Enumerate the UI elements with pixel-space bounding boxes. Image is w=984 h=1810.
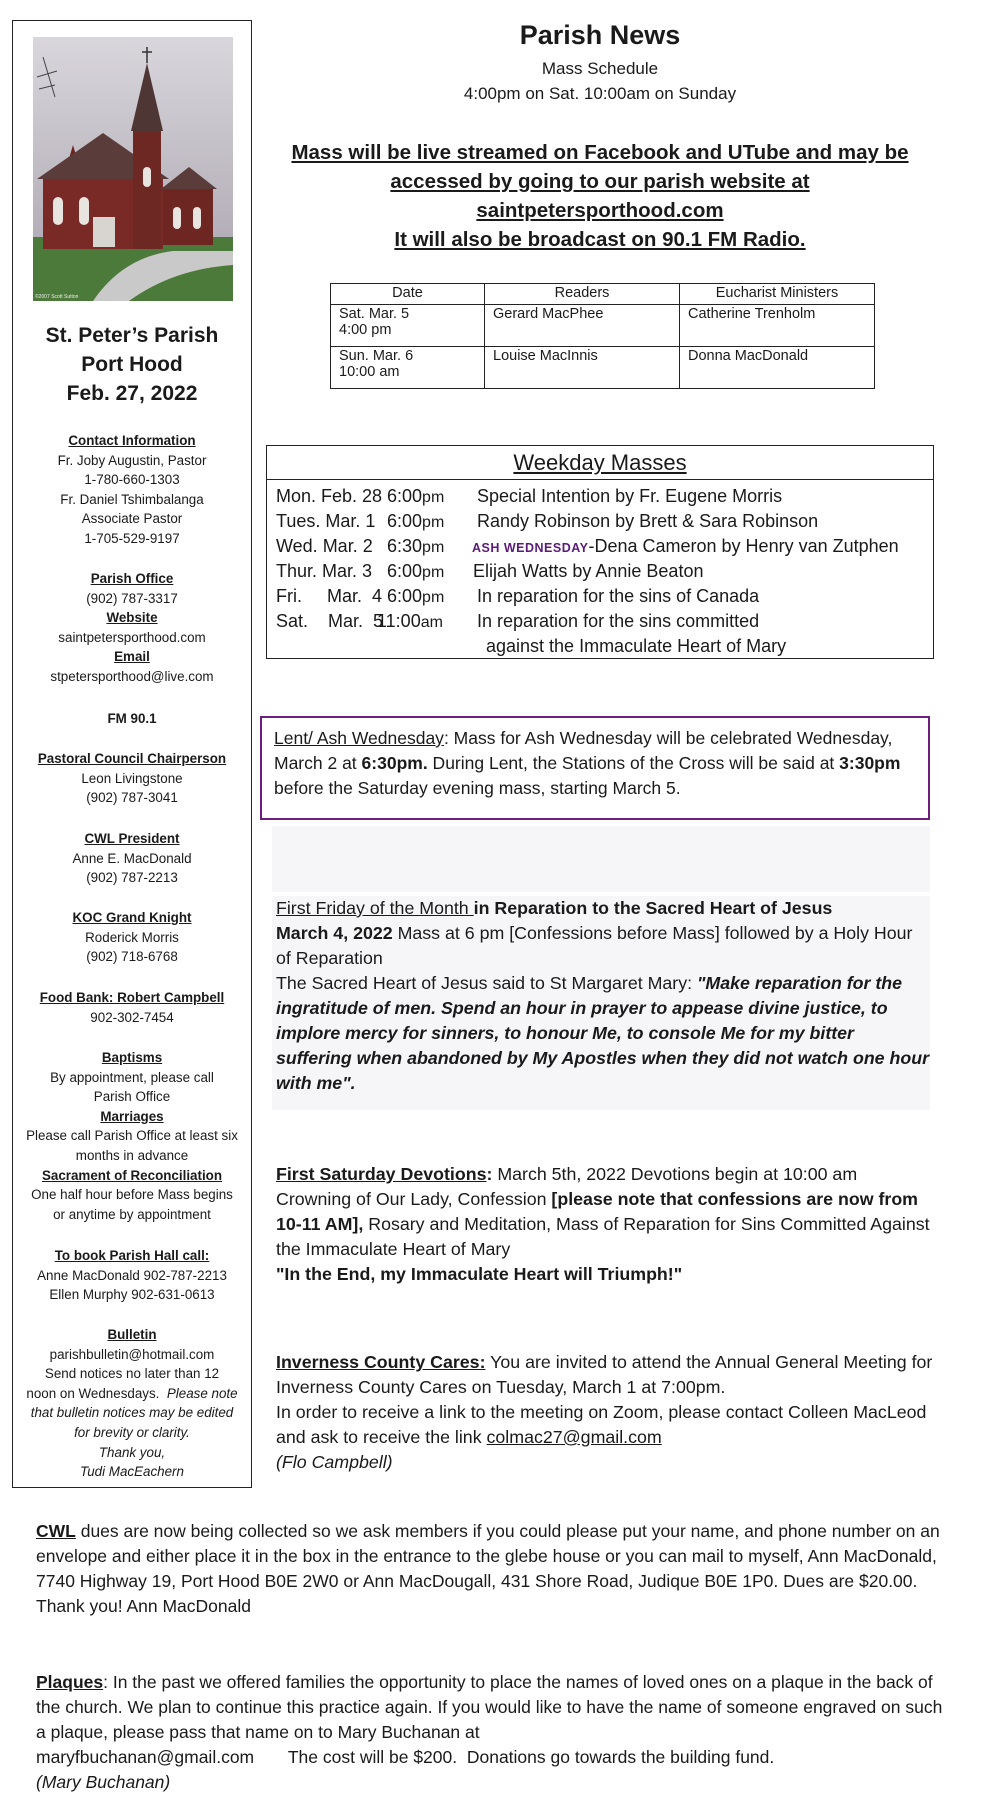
weekday-row: Wed. Mar. 2 6:30pm ASH WEDNESDAY-Dena Cameron by Henry van Zutphen bbox=[276, 536, 899, 556]
bulletin-note: that bulletin notices may be edited bbox=[30, 1405, 234, 1421]
contact-line: 1-705-529-9197 bbox=[84, 530, 180, 546]
marriages-line: Please call Parish Office at least six bbox=[26, 1128, 238, 1144]
weekday-row: Mon. Feb. 28 6:00pm Special Intention by Fr. Eugene Morris bbox=[276, 486, 783, 506]
bulletin-info bbox=[13, 1325, 251, 1482]
plaques-notice: Plaques: In the past we offered families the opportunity to place the names of loved ones on a plaque in the back of the church. We plan to continue this practice again. If you would like to have the name of someone engraved on such a plaque, please pass that name on to Mary Buchanan at maryfbuchanan@gmail.com The cost will be $200. Donations go towards the building fund. (Mary Buchanan) bbox=[36, 1672, 943, 1792]
bulletin-note: Please note bbox=[166, 1385, 238, 1401]
stream-line: It will also be broadcast on 90.1 FM Radio. bbox=[394, 228, 806, 251]
council-line: Leon Livingstone bbox=[81, 770, 183, 786]
cwl-dues-notice: CWL dues are now being collected so we ask members if you could please put your name, and phone number on an envelope and either place it in the box in the entrance to the glebe house or you can mail to myself, Ann MacDonald, 7740 Highway 19, Port Hood B0E 2W0 or Ann MacDougall, 431 Shore Road, Judique B0E 1P0. Dues are $20.00. Thank you! Ann MacDonald bbox=[36, 1521, 940, 1616]
cwl-heading: CWL President bbox=[84, 831, 180, 846]
baptisms-line: By appointment, please call bbox=[50, 1069, 214, 1085]
contact-line: Associate Pastor bbox=[81, 511, 183, 527]
table-row bbox=[331, 305, 875, 347]
marriages-line: months in advance bbox=[75, 1147, 189, 1163]
reconciliation-line: or anytime by appointment bbox=[53, 1206, 211, 1222]
bulletin-date: Feb. 27, 2022 bbox=[66, 382, 198, 405]
sacred-heart-quote: "Make reparation for the ingratitude of men. Spend an hour in prayer to appease divine justice, to implore mercy for sinners, to honour Me, to console Me for my bitter suffering when abandoned by My Apostles when they did not watch one hour with me". bbox=[276, 973, 930, 1093]
reconciliation-line: One half hour before Mass begins bbox=[31, 1187, 233, 1203]
ministers-table bbox=[330, 283, 875, 389]
koc-line: Roderick Morris bbox=[85, 929, 179, 945]
photo-caption: ©2007 Scott Sutton bbox=[35, 294, 79, 300]
first-saturday-heading: First Saturday Devotions bbox=[276, 1164, 487, 1184]
parish-office bbox=[13, 569, 251, 687]
table-cell-minister: Donna MacDonald bbox=[680, 347, 875, 389]
mass-schedule-label: Mass Schedule bbox=[541, 59, 659, 78]
office-heading: Parish Office bbox=[90, 571, 174, 586]
weekday-row-continuation: against the Immaculate Heart of Mary bbox=[486, 636, 787, 656]
parish-location: Port Hood bbox=[81, 353, 183, 376]
bulletin-line: noon on Wednesdays. Please note bbox=[26, 1385, 238, 1401]
inverness-heading: Inverness County Cares: bbox=[276, 1352, 486, 1372]
stream-website-link[interactable]: saintpetersporthood.com bbox=[476, 199, 724, 222]
website-link[interactable]: saintpetersporthood.com bbox=[58, 629, 206, 645]
bulletin-heading: Bulletin bbox=[107, 1327, 157, 1342]
foodbank-heading: Food Bank: Robert Campbell bbox=[39, 990, 225, 1005]
stream-line: accessed by going to our parish website at bbox=[390, 170, 810, 193]
contact-line: Fr. Joby Augustin, Pastor bbox=[57, 452, 207, 468]
ash-wednesday-tag: ASH WEDNESDAY bbox=[472, 541, 589, 555]
office-phone: (902) 787-3317 bbox=[86, 590, 178, 606]
contact-line: 1-780-660-1303 bbox=[84, 472, 180, 488]
church-photo bbox=[33, 37, 233, 301]
column-header: Date bbox=[331, 284, 485, 305]
first-friday-heading: First Friday of the Month bbox=[276, 898, 474, 918]
hall-line: Anne MacDonald 902-787-2213 bbox=[37, 1267, 227, 1283]
weekday-row: Sat. Mar. 511:00am In reparation for the sins committed bbox=[276, 611, 760, 631]
contact-line: Fr. Daniel Tshimbalanga bbox=[60, 491, 204, 507]
pastoral-council bbox=[13, 749, 251, 808]
koc-heading: KOC Grand Knight bbox=[72, 910, 192, 925]
foodbank-phone: 902-302-7454 bbox=[90, 1009, 174, 1025]
blank-shaded-area bbox=[272, 826, 930, 892]
weekday-masses-box bbox=[266, 445, 934, 659]
cwl-notice-thanks: Thank you! Ann MacDonald bbox=[36, 1596, 251, 1616]
column-header: Readers bbox=[485, 284, 680, 305]
weekday-masses-title: Weekday Masses bbox=[267, 446, 933, 480]
cwl-line: (902) 787-2213 bbox=[86, 870, 178, 886]
table-row bbox=[331, 347, 875, 389]
plaques-credit: (Mary Buchanan) bbox=[36, 1772, 171, 1792]
column-header: Eucharist Ministers bbox=[680, 284, 875, 305]
hall-heading: To book Parish Hall call: bbox=[54, 1248, 210, 1263]
sidebar bbox=[12, 20, 252, 1488]
email-heading: Email bbox=[114, 649, 150, 665]
inverness-email-link[interactable]: colmac27@gmail.com bbox=[486, 1427, 662, 1447]
baptisms-heading: Baptisms bbox=[101, 1050, 163, 1065]
hall-line: Ellen Murphy 902-631-0613 bbox=[49, 1287, 215, 1303]
baptisms-line: Parish Office bbox=[93, 1089, 171, 1105]
koc-line: (902) 718-6768 bbox=[86, 949, 178, 965]
contact-heading: Contact Information bbox=[68, 433, 196, 448]
plaques-heading: Plaques bbox=[36, 1672, 104, 1692]
table-cell-reader: Gerard MacPhee bbox=[485, 305, 680, 347]
sacraments bbox=[13, 1048, 251, 1224]
first-friday-notice: First Friday of the Month in Reparation to the Sacred Heart of Jesus March 4, 2022 Mass at 6 pm [Confessions before Mass] followed by a Holy Hour of Reparation The Sacred Heart of Jesus said to St Margaret Mary: "Make reparation for the ingratitude of men. Spend an hour in prayer to appease divine justice, to implore mercy for sinners, to honour Me, to console Me for my bitter suffering when abandoned by My Apostles when they did not watch one hour with me". bbox=[272, 896, 930, 1110]
table-cell-date: Sat. Mar. 5 4:00 pm bbox=[331, 305, 485, 347]
table-cell-minister: Catherine Trenholm bbox=[680, 305, 875, 347]
parish-name: St. Peter’s Parish bbox=[45, 324, 219, 347]
koc-grand-knight bbox=[13, 908, 251, 967]
table-cell-reader: Louise MacInnis bbox=[485, 347, 680, 389]
bulletin-note: Thank you, bbox=[98, 1444, 166, 1460]
inverness-credit: (Flo Campbell) bbox=[276, 1452, 393, 1472]
website-heading: Website bbox=[106, 610, 158, 626]
cwl-president bbox=[13, 829, 251, 888]
weekday-row: Thur. Mar. 3 6:00pm Elijah Watts by Annie Beaton bbox=[276, 561, 704, 581]
inverness-county-notice: Inverness County Cares: You are invited to attend the Annual General Meeting for Inverness County Cares on Tuesday, March 1 at 7:00pm. In order to receive a link to the meeting on Zoom, please contact Colleen MacLeod and ask to receive the link colmac27@gmail.com (Flo Campbell) bbox=[276, 1352, 933, 1472]
bulletin-email[interactable]: parishbulletin@hotmail.com bbox=[49, 1346, 215, 1362]
fm-radio bbox=[13, 709, 251, 729]
lent-ash-wednesday-notice: Lent/ Ash Wednesday: Mass for Ash Wednesday will be celebrated Wednesday, March 2 at 6:30pm. During Lent, the Stations of the Cross will be said at 3:30pm before the Saturday evening mass, starting March 5. bbox=[260, 716, 930, 820]
weekday-row: Fri. Mar. 4 6:00pm In reparation for the sins of Canada bbox=[276, 586, 760, 606]
first-saturday-notice: First Saturday Devotions: March 5th, 2022 Devotions begin at 10:00 am Crowning of Our Lady, Confession [please note that confessions are now from 10-11 AM], Rosary and Meditation, Mass of Reparation for Sins Committed Against the Immaculate Heart of Mary "In the End, my Immaculate Heart will Triumph!" bbox=[276, 1164, 930, 1284]
bulletin-note: Tudi MacEachern bbox=[80, 1464, 184, 1480]
mass-schedule-times: 4:00pm on Sat. 10:00am on Sunday bbox=[463, 84, 737, 103]
bulletin-line: Send notices no later than 12 bbox=[44, 1366, 220, 1382]
cwl-notice-heading: CWL bbox=[36, 1521, 76, 1541]
food-bank bbox=[13, 988, 251, 1027]
council-heading: Pastoral Council Chairperson bbox=[37, 751, 227, 766]
table-cell-date: Sun. Mar. 6 10:00 am bbox=[331, 347, 485, 389]
lent-heading: Lent/ Ash Wednesday bbox=[274, 728, 444, 748]
stream-line: Mass will be live streamed on Facebook and UTube and may be bbox=[291, 141, 909, 164]
reconciliation-heading: Sacrament of Reconciliation bbox=[41, 1167, 223, 1183]
first-saturday-closing: "In the End, my Immaculate Heart will Triumph!" bbox=[276, 1264, 683, 1284]
parish-hall bbox=[13, 1246, 251, 1305]
table-header-row bbox=[331, 284, 875, 305]
weekday-row: Tues. Mar. 1 6:00pm Randy Robinson by Brett & Sara Robinson bbox=[276, 511, 819, 531]
fm-label: FM 90.1 bbox=[107, 711, 157, 726]
page-title: Parish News bbox=[519, 20, 681, 50]
bulletin-note: for brevity or clarity. bbox=[74, 1424, 190, 1440]
cwl-line: Anne E. MacDonald bbox=[72, 850, 192, 866]
contact-info bbox=[13, 431, 251, 549]
marriages-heading: Marriages bbox=[100, 1108, 164, 1124]
email-link[interactable]: stpetersporthood@live.com bbox=[50, 668, 214, 684]
council-line: (902) 787-3041 bbox=[86, 790, 178, 806]
plaques-email-line: maryfbuchanan@gmail.com The cost will be $200. Donations go towards the building fund. bbox=[36, 1747, 775, 1767]
